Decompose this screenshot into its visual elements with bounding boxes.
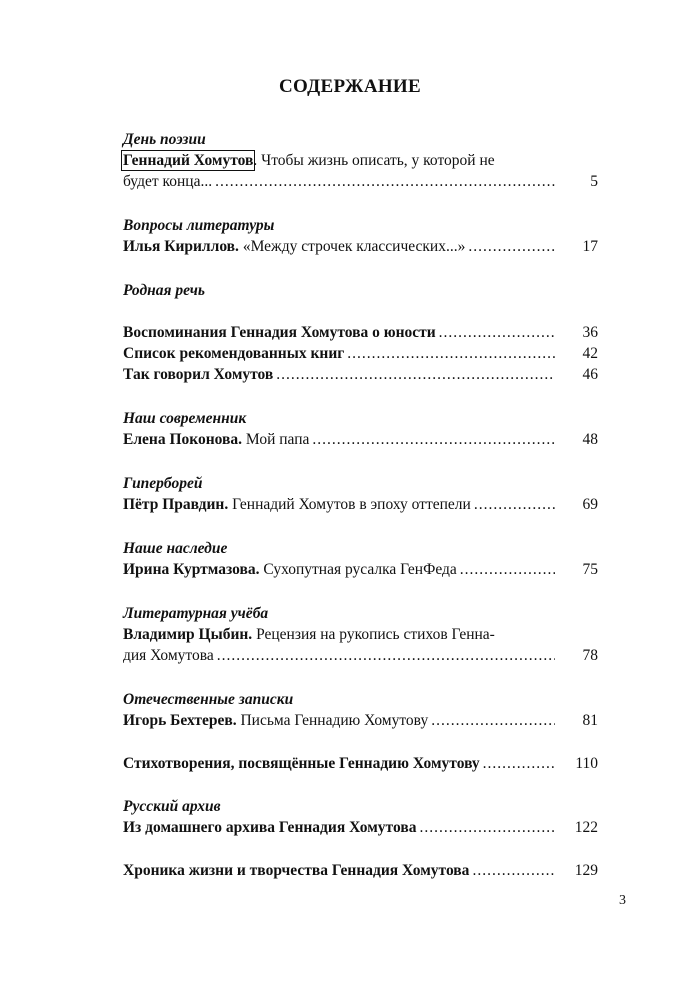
article-title: будет конца... xyxy=(123,173,213,190)
author-name: Игорь Бехтерев. xyxy=(123,712,237,729)
page-ref: 17 xyxy=(582,238,598,255)
page-ref: 129 xyxy=(574,862,598,879)
dot-leader xyxy=(439,322,555,343)
toc-entry-line xyxy=(123,150,598,171)
article-title: Список рекомендованных книг xyxy=(123,345,345,362)
section-heading: Наш современник xyxy=(123,410,247,427)
toc-section xyxy=(123,689,598,731)
page-number: 3 xyxy=(619,893,626,908)
article-title: Геннадий Хомутов в эпоху оттепели xyxy=(228,496,471,513)
entry-text xyxy=(123,559,457,580)
dot-leader xyxy=(215,171,555,192)
toc-section xyxy=(123,796,598,838)
toc-entry-line xyxy=(123,710,598,731)
page-ref: 36 xyxy=(582,324,598,341)
article-title: Из домашнего архива Геннадия Хомутова xyxy=(123,819,417,836)
dot-leader xyxy=(474,494,555,515)
toc-entry-line xyxy=(123,494,598,515)
section-heading: Родная речь xyxy=(123,282,206,299)
article-title: «Между строчек классических...» xyxy=(238,238,466,255)
toc-section xyxy=(123,408,598,450)
dot-leader xyxy=(312,429,555,450)
section-heading: Отечественные записки xyxy=(123,691,294,708)
author-name[interactable]: Геннадий Хомутов xyxy=(123,152,254,169)
entry-text xyxy=(123,494,471,515)
page-ref: 5 xyxy=(590,173,598,190)
table-of-contents xyxy=(123,129,598,881)
article-title: Так говорил Хомутов xyxy=(123,366,274,383)
toc-entry-line xyxy=(123,343,598,364)
page-ref: 46 xyxy=(582,366,598,383)
section-heading: Русский архив xyxy=(123,798,221,815)
article-title: Воспоминания Геннадия Хомутова о юности xyxy=(123,324,436,341)
dot-leader xyxy=(460,559,555,580)
article-title: Сухопутная русалка ГенФеда xyxy=(259,561,457,578)
page-ref: 75 xyxy=(582,561,598,578)
article-title: . Чтобы жизнь описать, у которой не xyxy=(253,152,495,169)
toc-section xyxy=(123,538,598,580)
page-title: СОДЕРЖАНИЕ xyxy=(279,76,421,97)
dot-leader xyxy=(431,710,555,731)
page-ref: 48 xyxy=(582,431,598,448)
article-title: Стихотворения, посвящённые Геннадию Хомутову xyxy=(123,755,480,772)
entry-text xyxy=(123,236,465,257)
page-ref: 78 xyxy=(582,647,598,664)
toc-entry-line xyxy=(123,645,598,666)
section-heading: Наше наследие xyxy=(123,540,228,557)
author-name: Пётр Правдин. xyxy=(123,496,229,513)
toc-entry-line xyxy=(123,322,598,343)
section-heading: Вопросы литературы xyxy=(123,217,275,234)
toc-section xyxy=(123,129,598,192)
author-name: Елена Поконова. xyxy=(123,431,243,448)
dot-leader xyxy=(468,236,555,257)
article-title: Письма Геннадию Хомутову xyxy=(236,712,429,729)
dot-leader xyxy=(347,343,555,364)
toc-entry-line xyxy=(123,559,598,580)
dot-leader xyxy=(472,860,555,881)
toc-entry-line xyxy=(123,364,598,385)
article-title: дия Хомутова xyxy=(123,647,214,664)
page-ref: 122 xyxy=(574,819,598,836)
toc-section xyxy=(123,603,598,666)
article-title: Мой папа xyxy=(242,431,310,448)
author-name: Илья Кириллов. xyxy=(123,238,239,255)
dot-leader xyxy=(276,364,555,385)
article-title: Хроника жизни и творчества Геннадия Хомутова xyxy=(123,862,470,879)
author-name: Ирина Куртмазова. xyxy=(123,561,260,578)
toc-entry-line xyxy=(123,860,598,881)
dot-leader xyxy=(419,817,555,838)
toc-section xyxy=(123,215,598,257)
entry-text xyxy=(123,710,428,731)
toc-section xyxy=(123,280,598,385)
toc-section xyxy=(123,860,598,881)
toc-entry-line xyxy=(123,753,598,774)
section-heading: Литературная учёба xyxy=(123,605,269,622)
toc-entry-line xyxy=(123,171,598,192)
page-ref: 81 xyxy=(582,712,598,729)
section-heading: Гиперборей xyxy=(123,475,203,492)
entry-text xyxy=(123,429,309,450)
toc-entry-line xyxy=(123,817,598,838)
dot-leader xyxy=(217,645,555,666)
toc-entry-line xyxy=(123,429,598,450)
toc-section xyxy=(123,753,598,774)
article-title: Рецензия на рукопись стихов Генна- xyxy=(252,626,495,643)
page-ref: 110 xyxy=(575,755,598,772)
page-ref: 42 xyxy=(582,345,598,362)
toc-entry-line xyxy=(123,624,598,645)
section-heading: День поэзии xyxy=(123,131,206,148)
author-name: Владимир Цыбин. xyxy=(123,626,253,643)
toc-entry-line xyxy=(123,236,598,257)
page-ref: 69 xyxy=(582,496,598,513)
toc-section xyxy=(123,473,598,515)
dot-leader xyxy=(483,753,555,774)
